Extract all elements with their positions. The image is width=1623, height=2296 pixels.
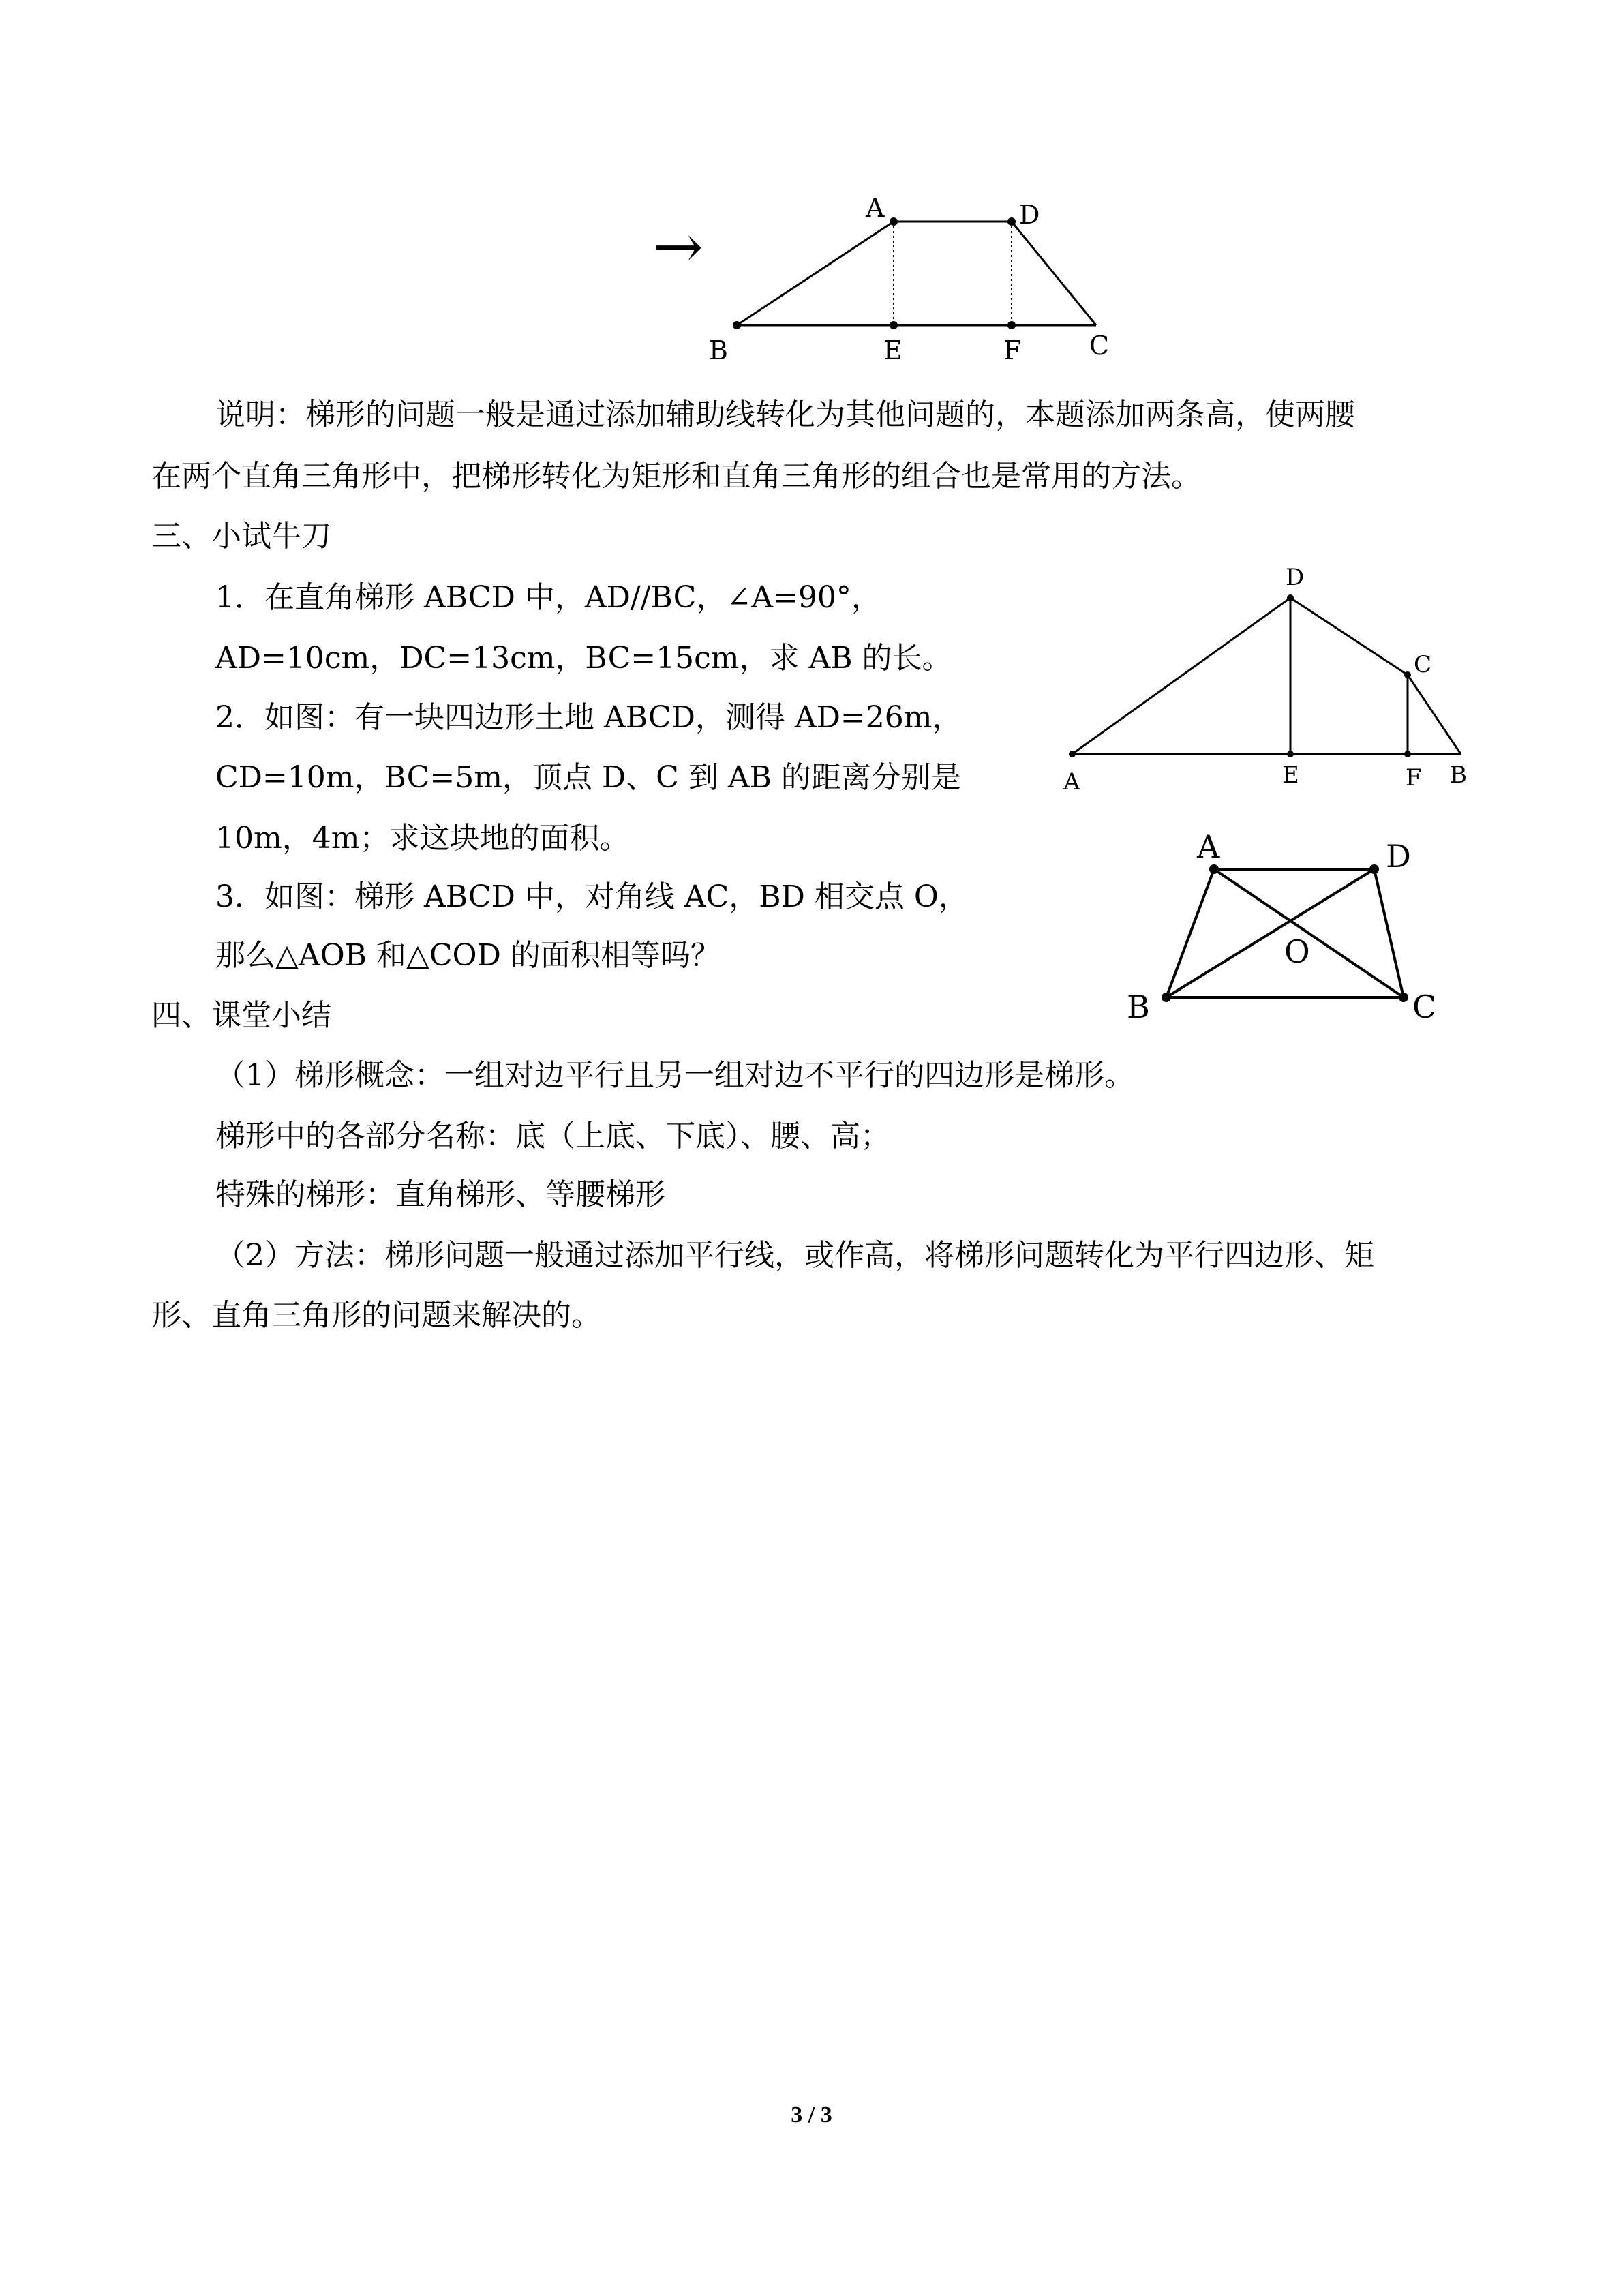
label-D: D [1286, 564, 1305, 591]
point-D [1007, 217, 1016, 226]
arrow-symbol: → [653, 211, 703, 282]
question-3-line-1: 3．如图：梯形 ABCD 中，对角线 AC，BD 相交点 O， [215, 879, 969, 914]
summary-paragraph-1: （1）梯形概念：一组对边平行且另一组对边不平行的四边形是梯形。 [215, 1058, 1134, 1093]
leg-DC [1374, 869, 1404, 997]
summary-paragraph-2: 梯形中的各部分名称：底（上底、下底）、腰、高； [215, 1119, 890, 1153]
label-E: E [1282, 761, 1299, 789]
figure-land-quadrilateral [1050, 559, 1486, 804]
label-C: C [1412, 988, 1437, 1025]
point-D [1369, 864, 1379, 874]
side-AB [737, 222, 894, 325]
label-B: B [1127, 988, 1150, 1025]
question-1-line-2: AD=10cm，DC=13cm，BC=15cm，求 AB 的长。 [215, 641, 952, 676]
label-F: F [1003, 335, 1022, 365]
point-B [733, 321, 741, 329]
diagonal-BD [1166, 869, 1374, 997]
point-C [1399, 993, 1408, 1002]
point-F [1404, 751, 1411, 757]
section-4-heading: 四、课堂小结 [151, 998, 331, 1033]
point-F [1007, 321, 1016, 329]
side-DC [1012, 222, 1096, 325]
summary-paragraph-3: 特殊的梯形：直角梯形、等腰梯形 [215, 1177, 665, 1212]
figure-trapezoid-heights [641, 184, 1132, 375]
side-CB [1408, 675, 1461, 754]
point-A [1209, 864, 1219, 874]
summary-paragraph-4-line-2: 形、直角三角形的问题来解决的。 [151, 1298, 601, 1333]
label-D: D [1386, 838, 1411, 875]
question-2-line-1: 2．如图：有一块四边形土地 ABCD，测得 AD=26m， [215, 700, 962, 735]
point-A [890, 217, 898, 226]
question-2-line-2: CD=10m，BC=5m，顶点 D、C 到 AB 的距离分别是 [215, 760, 961, 795]
label-A: A [1063, 768, 1080, 796]
page-number: 3 / 3 [791, 2102, 832, 2128]
figure-trapezoid-diagonals [1111, 825, 1486, 1029]
label-F: F [1406, 764, 1422, 791]
label-A: A [1197, 828, 1220, 865]
point-E [1287, 751, 1294, 757]
note-line-2: 在两个直角三角形中，把梯形转化为矩形和直角三角形的组合也是常用的方法。 [151, 459, 1201, 494]
label-O: O [1284, 933, 1310, 970]
label-C: C [1414, 651, 1432, 678]
point-D [1287, 594, 1294, 601]
note-line-1: 说明：梯形的问题一般是通过添加辅助线转化为其他问题的，本题添加两条高，使两腰 [215, 397, 1355, 432]
side-AD [1072, 598, 1290, 754]
question-3-line-2: 那么△AOB 和△COD 的面积相等吗？ [215, 938, 721, 973]
point-A [1069, 751, 1076, 757]
question-2-line-3: 10m，4m；求这块地的面积。 [215, 821, 630, 856]
question-1-line-1: 1．在直角梯形 ABCD 中，AD//BC，∠A=90°， [215, 580, 881, 615]
point-C [1404, 671, 1411, 678]
section-3-heading: 三、小试牛刀 [151, 519, 331, 554]
summary-paragraph-4-line-1: （2）方法：梯形问题一般通过添加平行线，或作高，将梯形问题转化为平行四边形、矩 [215, 1238, 1374, 1273]
label-B: B [709, 335, 728, 365]
point-B [1162, 993, 1171, 1002]
label-B: B [1450, 761, 1467, 789]
label-E: E [883, 335, 902, 365]
side-DC [1290, 598, 1408, 675]
leg-AB [1166, 869, 1214, 997]
label-C: C [1089, 331, 1110, 361]
point-E [890, 321, 898, 329]
label-D: D [1019, 200, 1040, 230]
label-A: A [866, 193, 885, 223]
